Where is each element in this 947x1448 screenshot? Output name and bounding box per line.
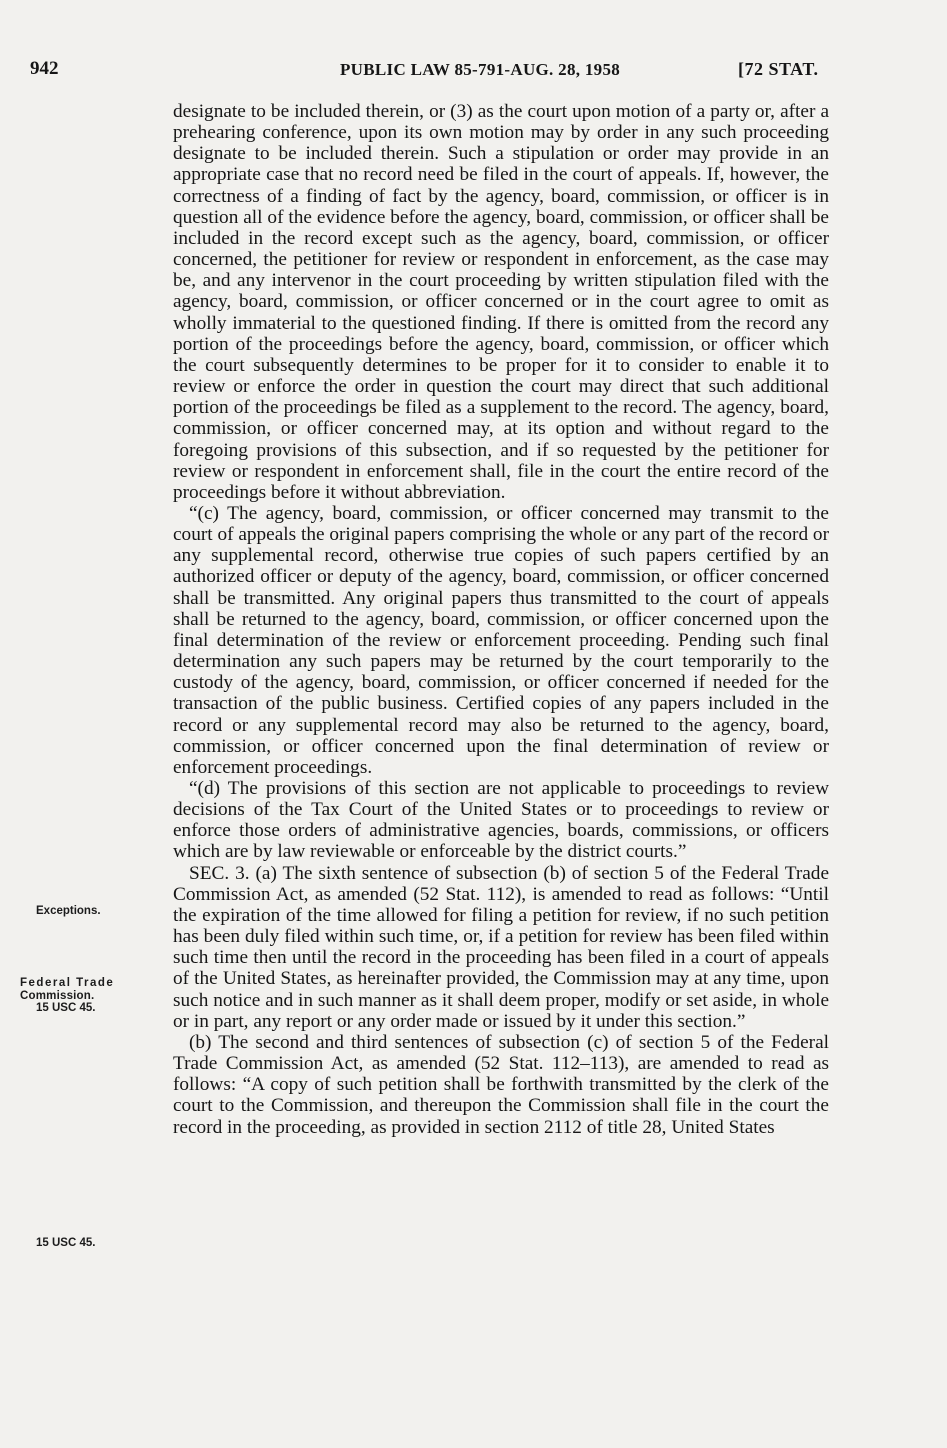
margin-notes xyxy=(0,0,170,1448)
paragraph: “(d) The provisions of this section are not applicable to proceedings to review decisions of the Tax Court of the United States or to proceedings to review or enforce those orders of administrative agencies, boards, commissions, or officers which are by law reviewable or enforceable by the district courts.” xyxy=(173,778,829,863)
body-text xyxy=(173,101,829,1138)
page-number: 942 xyxy=(30,58,59,79)
margin-note-line: 15 USC 45. xyxy=(36,1002,96,1014)
margin-note-usc: 15 USC 45. xyxy=(36,1237,96,1249)
statute-reference: [72 STAT. xyxy=(738,59,819,79)
paragraph: designate to be included therein, or (3) as the court upon motion of a party or, after a prehearing conference, upon its own motion may by order in any such proceeding designate to be included therein. Such a stipulation or order may provide in an appropriate case that no record need be filed in the court of appeals. If, however, the correctness of a finding of fact by the agency, board, commission, or officer is in question all of the evidence before the agency, board, commission, or officer shall be included in the record except such as the agency, board, commission, or officer concerned, the petitioner for review or respondent in enforcement, as the case may be, and any intervenor in the court proceeding by written stipulation filed with the agency, board, commission, or officer concerned or in the court agree to omit as wholly immaterial to the questioned finding. If there is omitted from the record any portion of the proceedings before the agency, board, commission, or officer which the court subsequently determines to be proper for it to consider to enable it to review or enforce the order in question the court may direct that such additional portion of the proceedings be filed as a supplement to the record. The agency, board, commission, or officer concerned may, at its option and without regard to the foregoing provisions of this subsection, and if so requested by the petitioner for review or respondent in enforcement shall, file in the court the entire record of the proceedings before it without abbreviation. xyxy=(173,101,829,503)
margin-note-exceptions: Exceptions. xyxy=(36,905,101,917)
paragraph: “(c) The agency, board, commission, or officer concerned may transmit to the court of appeals the original papers comprising the whole or any part of the record or any supplemental record, otherwise true copies of such papers certified by an authorized officer or deputy of the agency, board, commission, or officer concerned shall be transmitted. Any original papers thus transmitted to the court of appeals shall be returned to the agency, board, commission, or officer concerned upon the final determination of the review or enforcement proceeding. Pending such final determination any such papers may be returned by the court temporarily to the custody of the agency, board, commission, or officer concerned if needed for the transaction of the public business. Certified copies of any papers included in the record or any supplemental record may also be returned to the agency, board, commission, or officer concerned upon the final determination of review or enforcement proceedings. xyxy=(173,502,829,778)
paragraph: (b) The second and third sentences of subsection (c) of section 5 of the Federal Trade Commission Act, as amended (52 Stat. 112–113), are amended to read as follows: “A copy of such petition shall be forthwith transmitted by the clerk of the court to the Commission, and thereupon the Commission shall file in the court the record in the proceeding, as provided in section 2112 of title 28, United States xyxy=(173,1031,829,1138)
margin-note-line: Federal Trade xyxy=(20,977,115,989)
running-title: PUBLIC LAW 85-791-AUG. 28, 1958 xyxy=(340,60,621,79)
margin-note-line: Commission. xyxy=(20,989,95,1002)
margin-note-federal-trade-commission xyxy=(20,977,165,1015)
paragraph: SEC. 3. (a) The sixth sentence of subsection (b) of section 5 of the Federal Trade Commission Act, as amended (52 Stat. 112), is amended to read as follows: “Until the expiration of the time allowed for filing a petition for review, if no such petition has been duly filed within such time, or, if a petition for review has been filed within such time then until the record in the proceeding has been filed in a court of appeals of the United States, as hereinafter provided, the Commission may at any time, upon such notice and in such manner as it shall deem proper, modify or set aside, in whole or in part, any report or any order made or issued by it under this section.” xyxy=(173,862,829,1032)
